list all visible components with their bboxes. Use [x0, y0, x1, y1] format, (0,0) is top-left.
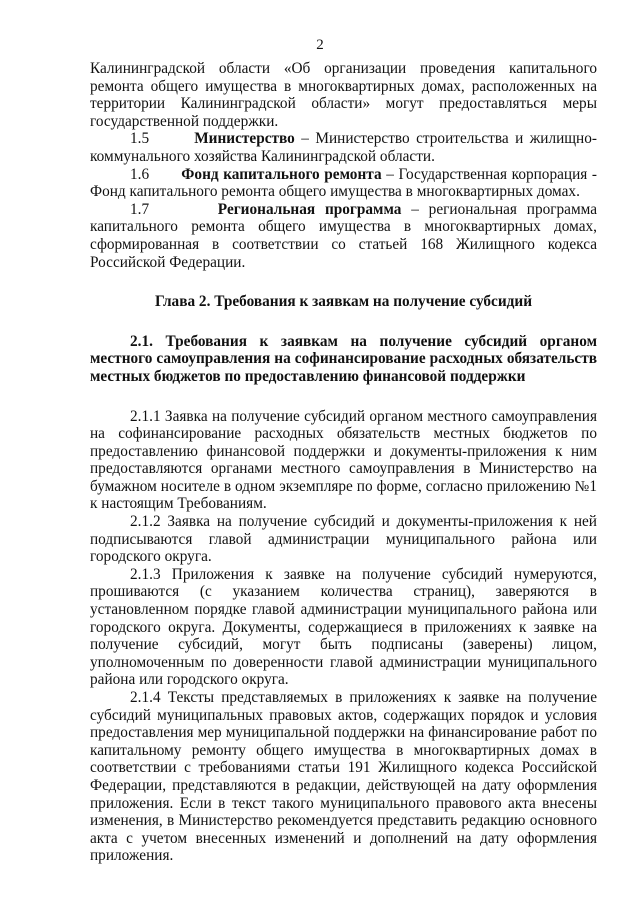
definition-term: Министерство — [194, 130, 295, 148]
section-heading: 2.1. Требования к заявкам на получение субсидий органом местного самоуправления на софинансирование расходных обязательств местных бюджетов по предоставлению финансовой поддержки — [90, 332, 597, 385]
definition-number: 1.5 — [130, 130, 150, 148]
definition-number: 1.7 — [130, 200, 150, 218]
definition-text: – Государственная корпорация - Фонд капитального ремонта общего имущества в многоквартирных домах. — [90, 165, 597, 201]
document-body — [90, 60, 597, 865]
definition-1-6 — [90, 166, 597, 201]
clause-2-1-3: 2.1.3 Приложения к заявке на получение субсидий нумеруются, прошиваются (с указанием количества страниц), заверяются в установленном порядке главой администрации муниципального района или городского округа. Документы, содержащиеся в приложениях к заявке на получение субсидий, могут быть подписаны (заверены) лицом, уполномоченным по доверенности главой администрации муниципального района или городского округа. — [90, 565, 597, 689]
definition-term: Фонд капитального ремонта — [181, 165, 382, 183]
clause-2-1-2: 2.1.2 Заявка на получение субсидий и документы-приложения к ней подписываются главой администрации муниципального района или городского округа. — [90, 513, 597, 566]
chapter-heading: Глава 2. Требования к заявкам на получение субсидий — [154, 293, 533, 311]
definition-text: – региональная программа капитального ремонта общего имущества в многоквартирных домах, сформированная в соответствии со статьей 168 Жилищного кодекса Российской Федерации. — [90, 200, 597, 271]
definition-1-7 — [90, 201, 597, 271]
definition-term: Региональная программа — [217, 200, 402, 218]
definition-1-5 — [90, 130, 597, 165]
paragraph-continuation: Калининградской области «Об организации проведения капитального ремонта общего имущества в многоквартирных домах, расположенных на территории Калининградской области» могут предоставляться меры государственной поддержки. — [90, 60, 597, 130]
definition-text: – Министерство строительства и жилищно-коммунального хозяйства Калининградской области. — [90, 130, 597, 165]
clause-2-1-4: 2.1.4 Тексты представляемых в приложениях к заявке на получение субсидий муниципальных правовых актов, содержащих порядок и условия предоставления мер муниципальной поддержки на финансирование работ по капитальному ремонту общего имущества в многоквартирных домах в соответствии с требованиями статьи 191 Жилищного кодекса Российской Федерации, представляются в редакции, действующей на дату оформления приложения. Если в текст такого муниципального правового акта внесены изменения, в Министерство рекомендуется представить редакцию основного акта с учетом внесенных изменений и дополнений на дату оформления приложения. — [90, 689, 597, 865]
definition-number: 1.6 — [130, 165, 150, 183]
clause-2-1-1: 2.1.1 Заявка на получение субсидий органом местного самоуправления на софинансирование расходных обязательств местных бюджетов по предоставлению финансовой поддержки и документы-приложения к ним предоставляются органами местного самоуправления в Министерство на бумажном носителе в одном экземпляре по форме, согласно приложению №1 к настоящим Требованиям. — [90, 407, 597, 513]
page-number: 2 — [316, 37, 324, 53]
